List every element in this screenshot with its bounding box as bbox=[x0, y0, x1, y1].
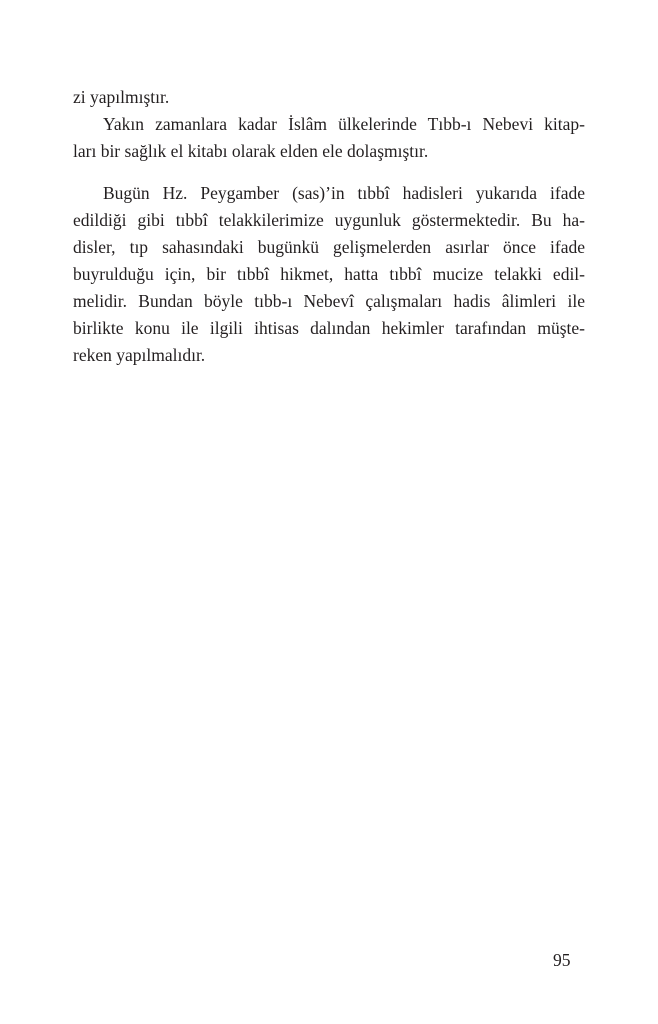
text-line: Bugün Hz. Peygamber (sas)’in tıbbî hadisleri yukarıda ifade bbox=[103, 183, 585, 203]
page-number: 95 bbox=[553, 950, 571, 970]
text-line: disler, tıp sahasındaki bugünkü gelişmelerden asırlar önce ifade bbox=[73, 237, 585, 257]
text-line: edildiği gibi tıbbî telakkilerimize uygunluk göstermektedir. Bu ha- bbox=[73, 210, 585, 230]
text-line: birlikte konu ile ilgili ihtisas dalından hekimler tarafından müşte- bbox=[73, 318, 585, 338]
text-line: reken yapılmalıdır. bbox=[73, 345, 206, 365]
text-line: melidir. Bundan böyle tıbb-ı Nebevî çalışmaları hadis âlimleri ile bbox=[73, 291, 585, 311]
text-line: Yakın zamanlara kadar İslâm ülkelerinde Tıbb-ı Nebevi kitap- bbox=[103, 114, 585, 134]
text-line: zi yapılmıştır. bbox=[73, 87, 170, 107]
text-line: buyrulduğu için, bir tıbbî hikmet, hatta tıbbî mucize telakki edil- bbox=[73, 264, 585, 284]
text-line: ları bir sağlık el kitabı olarak elden ele dolaşmıştır. bbox=[73, 141, 429, 161]
